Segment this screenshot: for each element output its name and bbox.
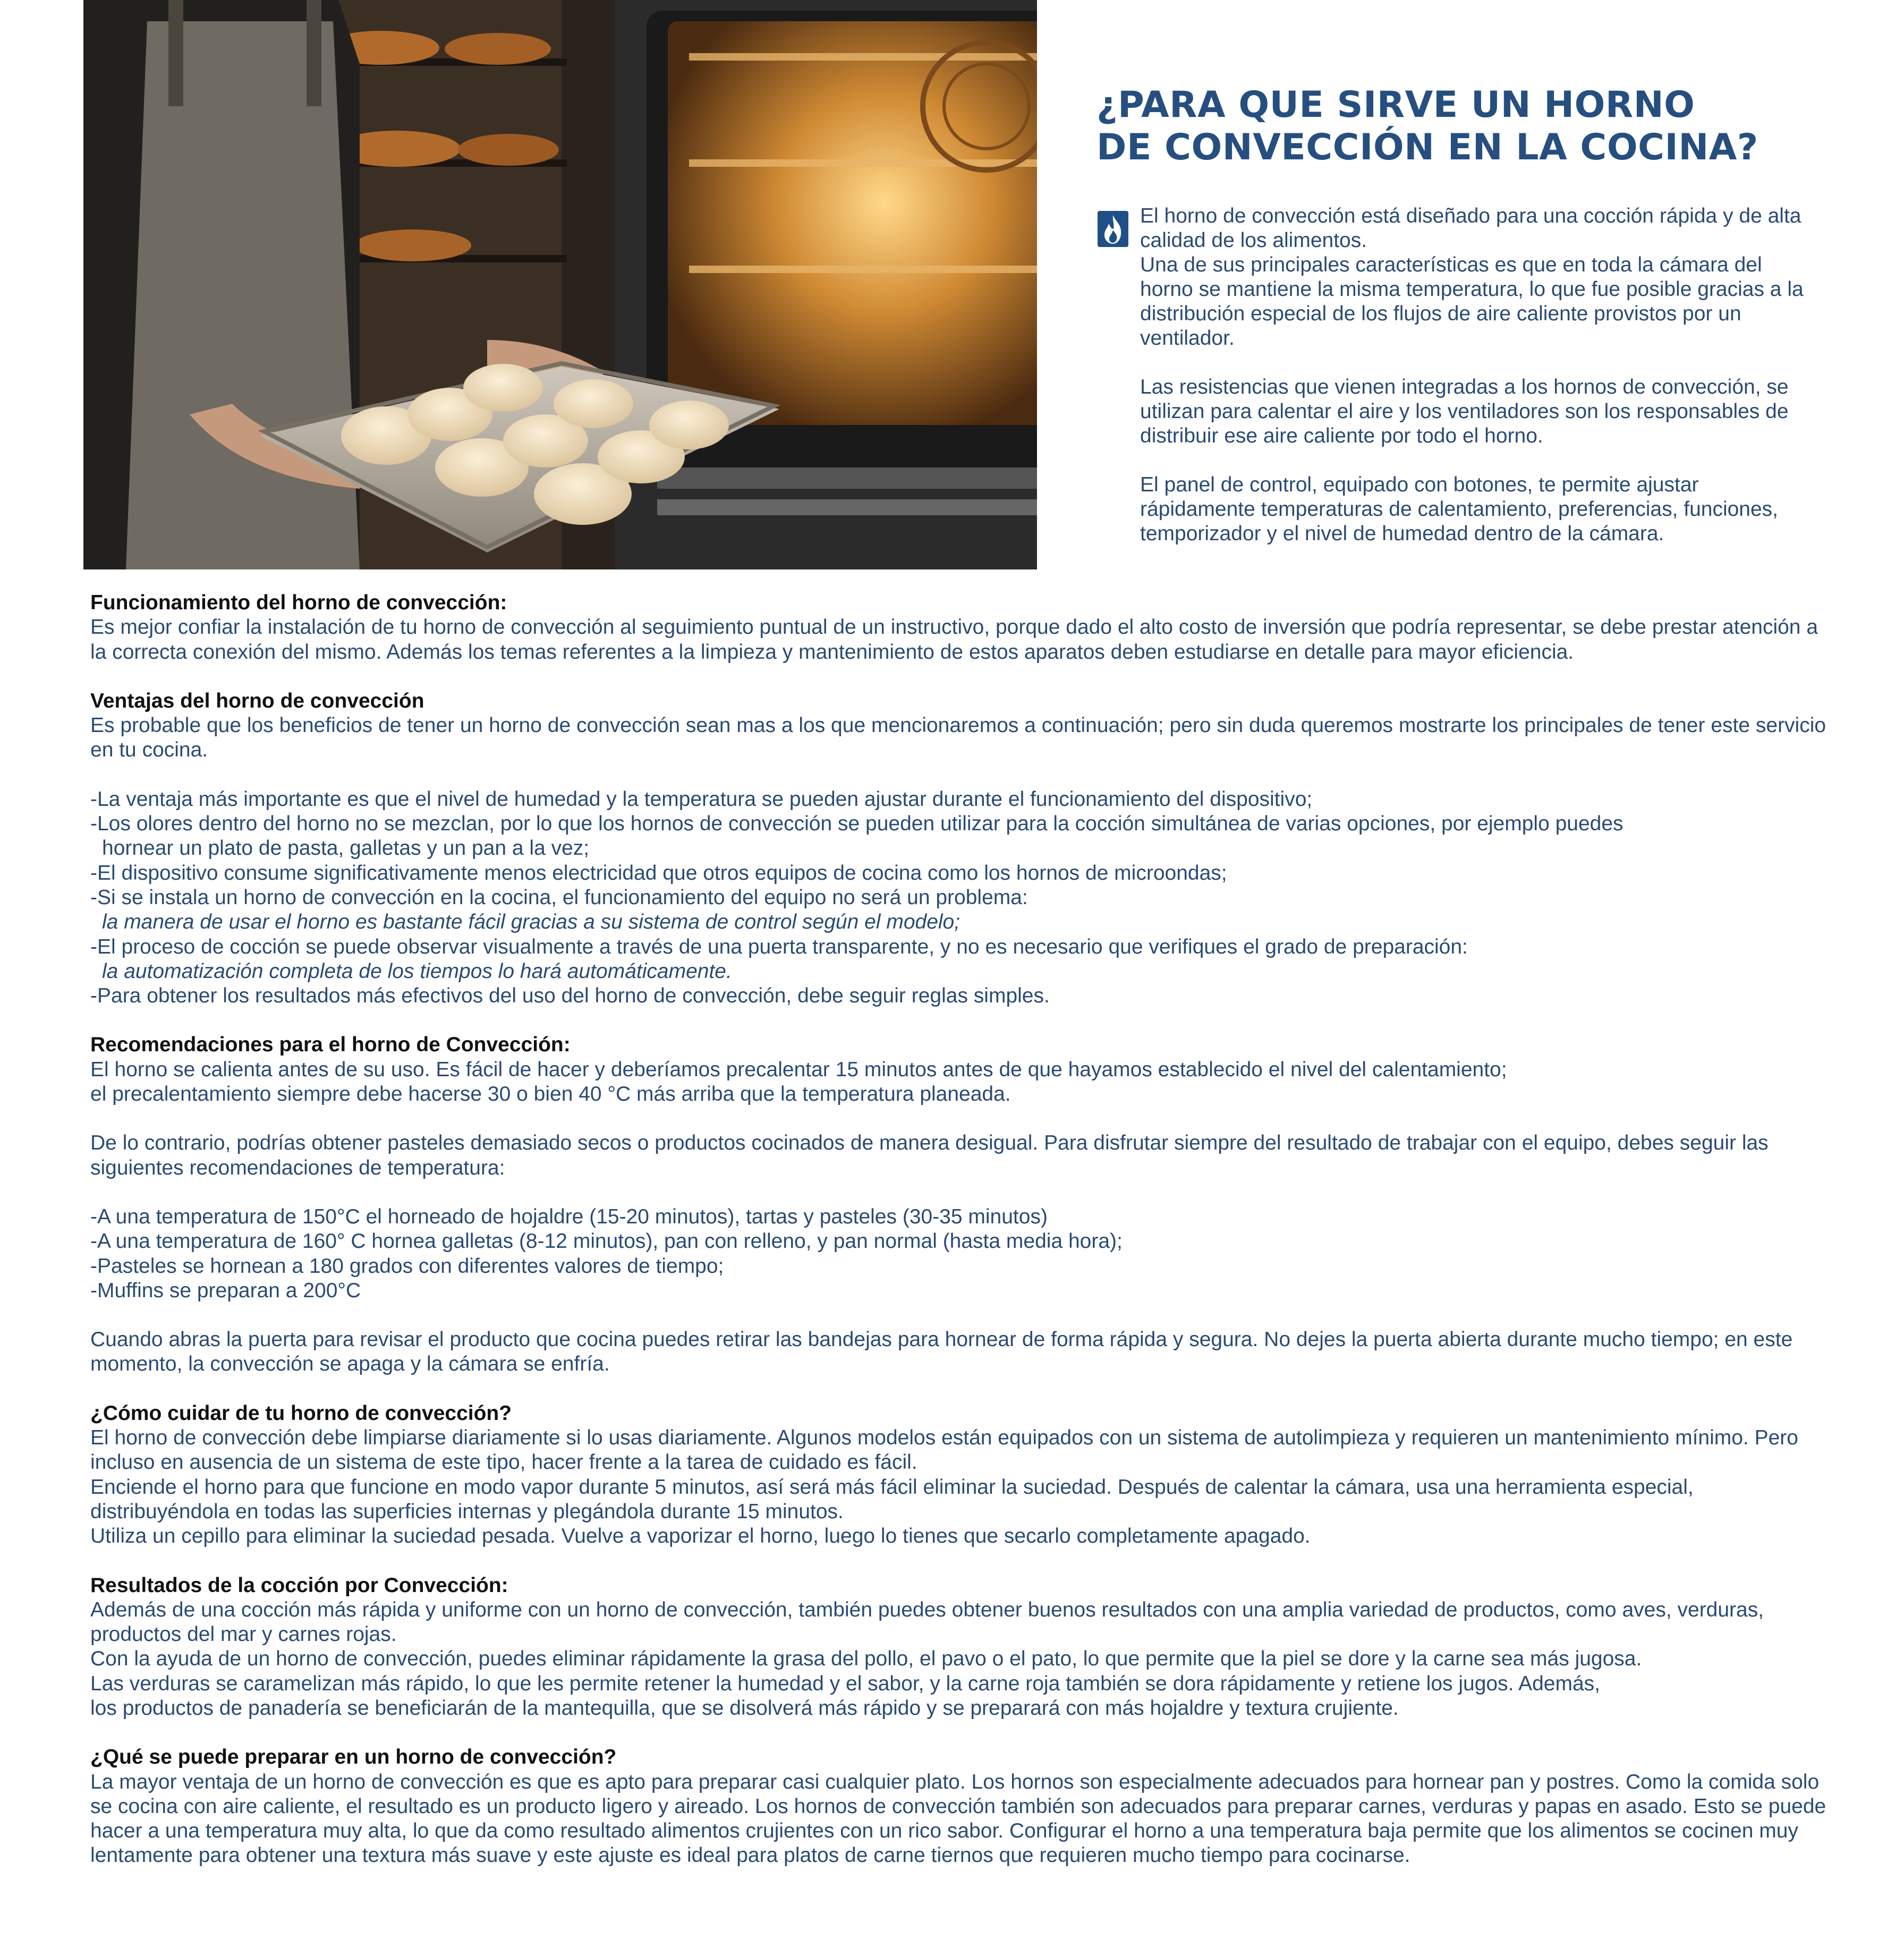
section-line: El horno se calienta antes de su uso. Es fácil de hacer y deberíamos precalentar 15 minutos antes de que hayamos establecido el nivel del calentamiento; bbox=[90, 1058, 1507, 1081]
intro-paragraph-3: El panel de control, equipado con botones, te permite ajustar rápidamente temperaturas de calentamiento, preferencias, funciones, temporizador y el nivel de humedad dentro de la cámara. bbox=[1140, 473, 1779, 545]
section-paragraph: los productos de panadería se beneficiarán de la mantequilla, que se disolverá más rápido y se preparará con más hojaldre y textura crujiente. bbox=[90, 1696, 1399, 1720]
section-paragraph: Utiliza un cepillo para eliminar la suciedad pesada. Vuelve a vaporizar el horno, luego lo tienes que secarlo completamente apagado. bbox=[90, 1525, 1311, 1548]
section-paragraph: El horno de convección debe limpiarse diariamente si lo usas diariamente. Algunos modelos están equipados con un sistema de autolimpieza y requieren un mantenimiento mínimo. Pero incluso en ausencia de un sistema de este tipo, hacer frente a la tarea de cuidado es fácil. bbox=[90, 1426, 1798, 1474]
section-paragraph: Cuando abras la puerta para revisar el producto que cocina puedes retirar las bandejas para hornear de forma rápida y segura. No dejes la puerta abierta durante mucho tiempo; en este momento, la convección se apaga y la cámara se enfría. bbox=[90, 1328, 1793, 1376]
list-item: -El dispositivo consume significativamente menos electricidad que otros equipos de cocina como los hornos de microondas; bbox=[90, 861, 1227, 884]
list-item: -Los olores dentro del horno no se mezclan, por lo que los hornos de convección se pueden utilizar para la cocción simultánea de varias opciones, por ejemplo puedes bbox=[90, 812, 1624, 836]
title-line-2: DE CONVECCIÓN EN LA COCINA? bbox=[1096, 126, 1758, 168]
section-recomendaciones bbox=[90, 1033, 1833, 1376]
hero-photo-baker-oven bbox=[83, 0, 1037, 569]
section-heading: Funcionamiento del horno de convección: bbox=[90, 591, 507, 614]
section-ventajas bbox=[90, 689, 1833, 1009]
section-paragraph: Con la ayuda de un horno de convección, puedes eliminar rápidamente la grasa del pollo, el pavo o el pato, lo que permite que la piel se dore y la carne sea más jugosa. bbox=[90, 1647, 1642, 1671]
flame-icon bbox=[1098, 211, 1128, 247]
intro-paragraph-1 bbox=[1140, 204, 1809, 351]
list-item: -A una temperatura de 150°C el horneado de hojaldre (15-20 minutos), tartas y pasteles (30-35 minutos) bbox=[90, 1205, 1048, 1228]
intro-paragraph-2: Las resistencias que vienen integradas a los hornos de convección, se utilizan para calentar el aire y los ventiladores son los responsables de distribuir ese aire caliente por todo el horno. bbox=[1140, 376, 1789, 447]
hero-illustration bbox=[83, 0, 1037, 569]
list-item-italic-note: la manera de usar el horno es bastante fácil gracias a su sistema de control según el modelo; bbox=[102, 911, 960, 934]
section-paragraph: La mayor ventaja de un horno de convección es que es apto para preparar casi cualquier plato. Los hornos son especialmente adecuados para hornear pan y postres. Como la comida solo se cocina con aire caliente, el resultado es un producto ligero y aireado. Los hornos de convección también son adecuados para preparar carnes, verduras y papas en asado. Esto se puede hacer a una temperatura muy alta, lo que da como resultado alimentos crujientes con un rico sabor. Configurar el horno a una temperatura baja permite que los alimentos se cocinen muy lentamente para obtener una textura más suave y este ajuste es ideal para platos de carne tiernos que requieren mucho tiempo para cocinarse. bbox=[90, 1770, 1826, 1867]
section-heading: ¿Qué se puede preparar en un horno de convección? bbox=[90, 1746, 617, 1769]
list-item: -Si se instala un horno de convección en la cocina, el funcionamiento del equipo no será un problema: bbox=[90, 886, 1028, 909]
section-heading: ¿Cómo cuidar de tu horno de convección? bbox=[90, 1401, 512, 1425]
article-body bbox=[90, 591, 1833, 1893]
section-resultados bbox=[90, 1573, 1833, 1721]
section-paragraph: Es mejor confiar la instalación de tu horno de convección al seguimiento puntual de un instructivo, porque dado el alto costo de inversión que podría representar, se debe prestar atención a la correcta conexión del mismo. Además los temas referentes a la limpieza y mantenimiento de estos aparatos deben estudiarse en detalle para mayor eficiencia. bbox=[90, 616, 1818, 663]
section-line: el precalentamiento siempre debe hacerse 30 o bien 40 °C más arriba que la temperatura planeada. bbox=[90, 1083, 1011, 1106]
section-cuidado bbox=[90, 1401, 1833, 1549]
section-paragraph: Enciende el horno para que funcione en modo vapor durante 5 minutos, así será más fácil eliminar la suciedad. Después de calentar la cámara, usa una herramienta especial, distribuyéndola en todas las superficies internas y plegándola durante 15 minutos. bbox=[90, 1475, 1694, 1523]
list-item: -La ventaja más importante es que el nivel de humedad y la temperatura se pueden ajustar durante el funcionamiento del dispositivo; bbox=[90, 787, 1313, 811]
section-paragraph: Además de una cocción más rápida y uniforme con un horno de convección, también puedes obtener buenos resultados con una amplia variedad de productos, como aves, verduras, productos del mar y carnes rojas. bbox=[90, 1598, 1764, 1646]
section-preparar bbox=[90, 1745, 1833, 1868]
page-title bbox=[1096, 84, 1840, 169]
section-funcionamiento bbox=[90, 591, 1833, 665]
title-line-1: ¿PARA QUE SIRVE UN HORNO bbox=[1096, 84, 1695, 126]
intro-text bbox=[1140, 204, 1809, 546]
list-item: -Pasteles se hornean a 180 grados con diferentes valores de tiempo; bbox=[90, 1254, 724, 1278]
section-heading: Recomendaciones para el horno de Convección: bbox=[90, 1033, 571, 1057]
list-item: -Muffins se preparan a 200°C bbox=[90, 1279, 361, 1302]
list-item: -Para obtener los resultados más efectivos del uso del horno de convección, debe seguir reglas simples. bbox=[90, 984, 1050, 1008]
section-paragraph: Las verduras se caramelizan más rápido, lo que les permite retener la humedad y el sabor, y la carne roja también se dora rápidamente y retiene los jugos. Además, bbox=[90, 1672, 1601, 1695]
section-paragraph: Es probable que los beneficios de tener un horno de convección sean mas a los que mencionaremos a continuación; pero sin duda queremos mostrarte los principales de tener este servicio en tu cocina. bbox=[90, 714, 1826, 762]
section-heading: Resultados de la cocción por Convección: bbox=[90, 1573, 508, 1597]
section-paragraph: De lo contrario, podrías obtener pasteles demasiado secos o productos cocinados de manera desigual. Para disfrutar siempre del resultado de trabajar con el equipo, debes seguir las siguientes recomendaciones de temperatura: bbox=[90, 1131, 1769, 1179]
list-item: -A una temperatura de 160° C hornea galletas (8-12 minutos), pan con relleno, y pan normal (hasta media hora); bbox=[90, 1230, 1123, 1253]
intro-p1-line-a: El horno de convección está diseñado para una cocción rápida y de alta calidad de los alimentos. bbox=[1140, 205, 1801, 252]
list-item-italic-note: la automatización completa de los tiempos lo hará automáticamente. bbox=[102, 959, 732, 983]
list-item: -El proceso de cocción se puede observar visualmente a través de una puerta transparente, y no es necesario que verifiques el grado de preparación: bbox=[90, 935, 1468, 958]
section-heading: Ventajas del horno de convección bbox=[90, 689, 424, 712]
list-item-continuation: hornear un plato de pasta, galletas y un pan a la vez; bbox=[102, 837, 590, 860]
intro-p1-line-b: Una de sus principales características es que en toda la cámara del horno se mantiene la misma temperatura, lo que fue posible gracias a la distribución especial de los flujos de aire caliente provistos por un ventilador. bbox=[1140, 253, 1804, 350]
